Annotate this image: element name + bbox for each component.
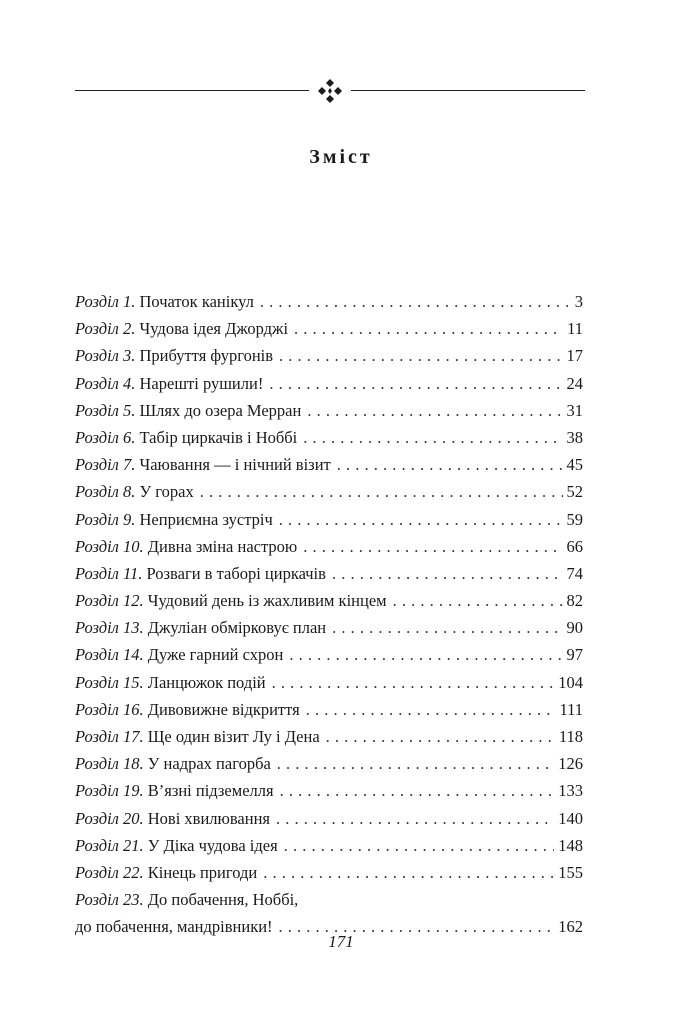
- toc-entry[interactable]: [75, 451, 583, 478]
- toc-entry[interactable]: [75, 696, 583, 723]
- toc-entry[interactable]: [75, 424, 583, 451]
- chapter-title: Ще один візит Лу і Дена: [147, 727, 320, 746]
- chapter-page: 133: [558, 781, 583, 801]
- chapter-title: Кінець пригоди: [147, 862, 258, 882]
- toc-entry[interactable]: [75, 859, 583, 886]
- toc-entry[interactable]: [75, 288, 583, 315]
- chapter-page: 66: [566, 536, 583, 556]
- chapter-page: 162: [558, 917, 583, 937]
- chapter-title: Чудова ідея Джорджі: [139, 319, 289, 339]
- chapter-page: 59: [566, 509, 583, 529]
- chapter-title: Чаювання — і нічний візит: [139, 455, 331, 475]
- chapter-page: 24: [566, 373, 583, 393]
- dot-leader: [276, 805, 554, 832]
- dot-leader: [280, 777, 555, 804]
- chapter-label: Розділ 17.: [75, 727, 148, 746]
- toc-entry[interactable]: [75, 614, 583, 641]
- toc-entry[interactable]: [75, 777, 583, 804]
- toc-entry[interactable]: [75, 805, 583, 832]
- chapter-label: Розділ 4.: [75, 373, 140, 393]
- diamond-cluster-icon: [315, 78, 345, 104]
- chapter-title: Дуже гарний схрон: [147, 645, 284, 665]
- toc-entry[interactable]: [75, 533, 583, 560]
- header-ornament: [75, 78, 585, 104]
- chapter-page: 38: [566, 427, 583, 447]
- chapter-page: 82: [566, 591, 583, 611]
- dot-leader: [303, 424, 562, 451]
- dot-leader: [260, 288, 571, 315]
- chapter-title: Дивна зміна настрою: [147, 536, 298, 556]
- ornament-right-rule: [351, 90, 585, 91]
- chapter-page: 97: [566, 645, 583, 665]
- chapter-label: Розділ 15.: [75, 672, 148, 692]
- chapter-title: У надрах пагорба: [147, 754, 271, 774]
- dot-leader: [337, 451, 563, 478]
- chapter-title: Початок канікул: [139, 292, 254, 311]
- chapter-page: 126: [558, 754, 583, 774]
- toc-entry[interactable]: [75, 506, 583, 533]
- table-of-contents: [75, 288, 583, 941]
- chapter-first-line: [75, 886, 583, 913]
- dot-leader: [393, 587, 563, 614]
- chapter-label: Розділ 2.: [75, 319, 140, 339]
- chapter-title: Нарешті рушили!: [139, 373, 264, 393]
- toc-entry[interactable]: [75, 560, 583, 587]
- dot-leader: [279, 342, 562, 369]
- chapter-page: 52: [566, 482, 583, 502]
- ornament-left-rule: [75, 90, 309, 91]
- dot-leader: [263, 859, 554, 886]
- toc-entry[interactable]: [75, 641, 583, 668]
- chapter-label: Розділ 5.: [75, 400, 140, 420]
- chapter-page: 31: [566, 400, 583, 420]
- chapter-label: Розділ 1.: [75, 292, 140, 311]
- chapter-page: 17: [566, 346, 583, 366]
- dot-leader: [277, 750, 554, 777]
- chapter-title: У Діка чудова ідея: [147, 835, 278, 855]
- chapter-label: Розділ 9.: [75, 509, 140, 529]
- dot-leader: [279, 506, 563, 533]
- chapter-title: В’язні підземелля: [147, 781, 274, 801]
- dot-leader: [294, 315, 563, 342]
- chapter-title: Джуліан обмірковує план: [147, 618, 327, 638]
- chapter-page: 11: [567, 319, 583, 339]
- toc-entry[interactable]: [75, 669, 583, 696]
- chapter-label: Розділ 8.: [75, 482, 140, 502]
- chapter-title: Розваги в таборі циркачів: [146, 563, 326, 583]
- chapter-label: Розділ 16.: [75, 699, 148, 719]
- chapter-label: Розділ 11.: [75, 563, 147, 583]
- chapter-title: Нові хвилювання: [147, 808, 270, 828]
- chapter-label: Розділ 20.: [75, 808, 148, 828]
- dot-leader: [332, 614, 562, 641]
- chapter-page: 140: [558, 808, 583, 828]
- toc-entry[interactable]: [75, 315, 583, 342]
- dot-leader: [306, 696, 556, 723]
- toc-entry[interactable]: [75, 750, 583, 777]
- chapter-page: 3: [574, 292, 583, 311]
- chapter-title: Табір циркачів і Ноббі: [139, 427, 298, 447]
- chapter-label: Розділ 22.: [75, 862, 148, 882]
- chapter-page: 148: [558, 835, 583, 855]
- toc-entry[interactable]: [75, 723, 583, 750]
- toc-entry[interactable]: [75, 832, 583, 859]
- dot-leader: [200, 478, 563, 505]
- chapter-label: Розділ 23.: [75, 890, 148, 910]
- dot-leader: [307, 397, 562, 424]
- dot-leader: [332, 560, 563, 587]
- chapter-label: Розділ 3.: [75, 346, 140, 366]
- chapter-page: 90: [566, 618, 583, 638]
- chapter-page: 104: [558, 672, 583, 692]
- dot-leader: [326, 723, 555, 750]
- page-title: Зміст: [309, 146, 373, 168]
- chapter-label: Розділ 6.: [75, 427, 140, 447]
- chapter-title: У горах: [139, 482, 194, 502]
- dot-leader: [303, 533, 562, 560]
- chapter-label: Розділ 21.: [75, 835, 148, 855]
- toc-entry[interactable]: [75, 478, 583, 505]
- chapter-label: Розділ 19.: [75, 781, 148, 801]
- chapter-label: Розділ 10.: [75, 536, 148, 556]
- chapter-title: Неприємна зустріч: [139, 509, 273, 529]
- chapter-page: 74: [566, 563, 583, 583]
- chapter-title: Прибуття фургонів: [139, 346, 274, 366]
- chapter-title: Дивовижне відкриття: [147, 699, 300, 719]
- chapter-title-line2: до побачення, мандрівники!: [75, 917, 273, 937]
- chapter-title: Шлях до озера Мерран: [139, 400, 302, 420]
- chapter-title: Чудовий день із жахливим кінцем: [147, 591, 387, 611]
- chapter-title-line1: До побачення, Ноббі,: [147, 890, 299, 910]
- dot-leader: [269, 370, 562, 397]
- chapter-label: Розділ 14.: [75, 645, 148, 665]
- chapter-label: Розділ 7.: [75, 455, 140, 475]
- chapter-page: 155: [558, 862, 583, 882]
- chapter-title: Ланцюжок подій: [147, 672, 266, 692]
- dot-leader: [284, 832, 555, 859]
- chapter-page: 111: [559, 699, 583, 719]
- dot-leader: [272, 669, 555, 696]
- chapter-label: Розділ 13.: [75, 618, 148, 638]
- toc-entry[interactable]: [75, 370, 583, 397]
- toc-entry[interactable]: [75, 587, 583, 614]
- toc-entry[interactable]: [75, 342, 583, 369]
- toc-entry[interactable]: [75, 397, 583, 424]
- page-number: 171: [328, 932, 354, 951]
- dot-leader: [289, 641, 562, 668]
- chapter-label: Розділ 18.: [75, 754, 148, 774]
- chapter-label: Розділ 12.: [75, 591, 148, 611]
- chapter-page: 45: [566, 455, 583, 475]
- chapter-page: 118: [558, 727, 583, 746]
